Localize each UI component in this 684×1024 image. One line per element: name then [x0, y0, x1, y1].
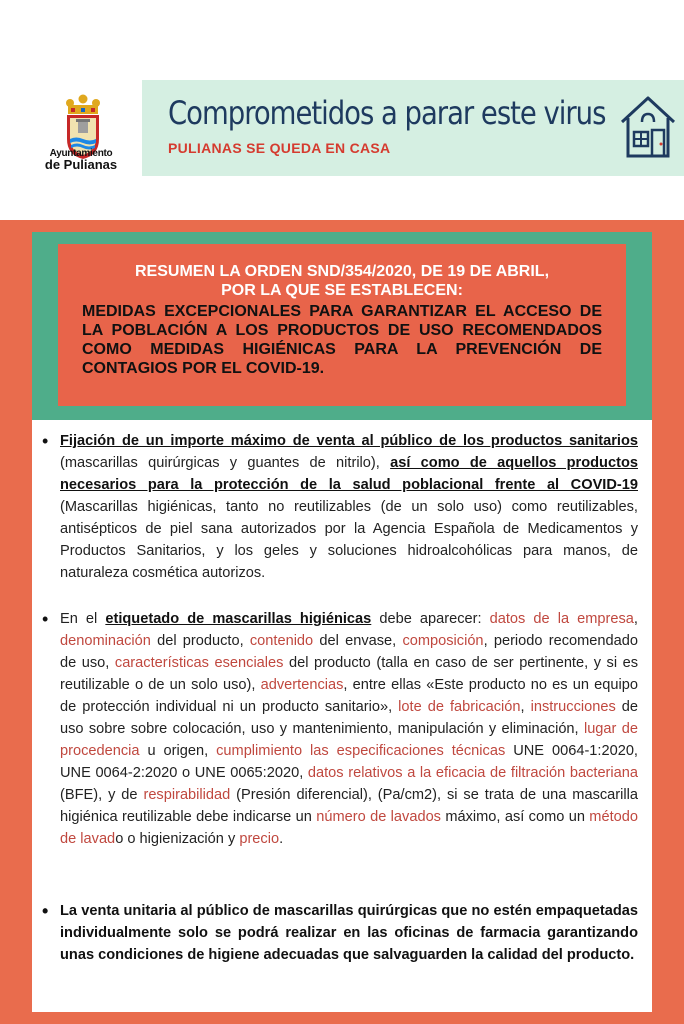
- highlight-term: instrucciones: [530, 699, 616, 715]
- highlight-term: lugar de procedencia: [60, 721, 638, 759]
- summary-box: [58, 244, 626, 406]
- highlight-term: lote de fabricación: [398, 699, 521, 715]
- highlight-term: advertencias: [260, 677, 344, 693]
- highlight-term: características esenciales: [114, 655, 284, 671]
- highlight-term: datos relativos a la eficacia de filtración bacteriana: [307, 765, 639, 781]
- bullet1-text2: (Mascarillas higiénicas, tanto no reutilizables (de un solo uso) como reutilizables, antisépticos de piel sana autorizados por la Agencia Española de Medicamentos y Productos Sanitarios, y los geles y soluciones hidroalcohólicas para manos, de naturaleza cosmética autorizos.: [60, 499, 638, 581]
- highlight-term: composición: [402, 633, 484, 649]
- page-title: Comprometidos a parar este virus: [168, 94, 606, 132]
- bullet1-emphasis: Fijación de un importe máximo de venta al público de los productos sanitarios: [60, 433, 638, 449]
- bullet2-text: UNE 0064-1:2020, UNE 0064-2:2020 o UNE 0065:2020,: [60, 743, 638, 781]
- bullet2-text: ,: [520, 699, 531, 715]
- summary-heading-line2: POR LA QUE SE ESTABLECEN:: [221, 282, 463, 299]
- summary-heading-line1: RESUMEN LA ORDEN SND/354/2020, DE 19 DE ABRIL,: [134, 263, 550, 280]
- list-item: • La venta unitaria al público de mascarillas quirúrgicas que no estén empaquetadas individualmente solo se podrá realizar en las oficinas de farmacia garantizando unas condiciones de higiene adecuadas que salvaguarden la calidad del producto.: [60, 900, 638, 966]
- bullet1-text: (mascarillas quirúrgicas y guantes de nitrilo),: [60, 455, 391, 471]
- house-icon: [618, 92, 678, 162]
- content-panel: [32, 420, 652, 1012]
- logo-caption: [38, 148, 124, 170]
- highlight-term: método de lavad: [60, 809, 638, 847]
- bullet2-text: del envase,: [313, 633, 403, 649]
- bullet2-text: máximo, así como un: [440, 809, 590, 825]
- highlight-term: contenido: [249, 633, 314, 649]
- highlight-term: número de lavados: [316, 809, 441, 825]
- summary-body: MEDIDAS EXCEPCIONALES PARA GARANTIZAR EL ACCESO DE LA POBLACIÓN A LOS PRODUCTOS DE USO RECOMENDADOS COMO MEDIDAS HIGIÉNICAS PARA LA PREVENCIÓN DE CONTAGIOS POR EL COVID-19.: [82, 303, 602, 377]
- bullet2-text: debe aparecer:: [371, 611, 490, 627]
- bullet1-emphasis2: así como de aquellos productos necesarios para la protección de la salud poblacional frente al COVID-19: [60, 455, 638, 493]
- header: [0, 0, 684, 220]
- page-subtitle: PULIANAS SE QUEDA EN CASA: [168, 140, 391, 156]
- highlight-term: denominación: [60, 633, 151, 649]
- bullet2-text: ,: [633, 611, 638, 627]
- bullet2-emphasis: etiquetado de mascarillas higiénicas: [105, 611, 372, 627]
- bullet2-text: .: [279, 831, 284, 847]
- highlight-term: datos de la empresa: [489, 611, 634, 627]
- bullet2-text: (BFE), y de: [60, 787, 144, 803]
- highlight-term: respirabilidad: [143, 787, 231, 803]
- logo-line2: de Pulianas: [44, 157, 118, 172]
- bullet2-text: u origen,: [139, 743, 217, 759]
- bullet2-text: del producto,: [150, 633, 250, 649]
- logo-line1: Ayuntamiento: [49, 148, 113, 159]
- highlight-term: precio: [239, 831, 280, 847]
- bullet2-text: , periodo recomendado de uso,: [60, 633, 638, 671]
- bullet2-text: , entre ellas «Este producto no es un equipo de protección individual ni un producto sanitario»,: [60, 677, 638, 715]
- bullet2-text: del producto (talla en caso de ser pertinente, y si es reutilizable o de un solo uso),: [60, 655, 639, 693]
- bullet2-text: En el: [60, 611, 106, 627]
- highlight-term: cumplimiento las especificaciones técnicas: [216, 743, 506, 759]
- list-item: [60, 430, 638, 584]
- summary-heading: [58, 262, 626, 300]
- bullet2-text: o o higienización y: [115, 831, 240, 847]
- bullet2-text: (Presión diferencial), (Pa/cm2), si se trata de una mascarilla higiénica reutilizable debe indicarse un: [60, 787, 638, 825]
- bullet2-text: de uso sobre sobre colocación, uso y mantenimiento, manipulación y eliminación,: [60, 699, 639, 737]
- list-item: [60, 608, 638, 850]
- title-banner: [142, 80, 684, 176]
